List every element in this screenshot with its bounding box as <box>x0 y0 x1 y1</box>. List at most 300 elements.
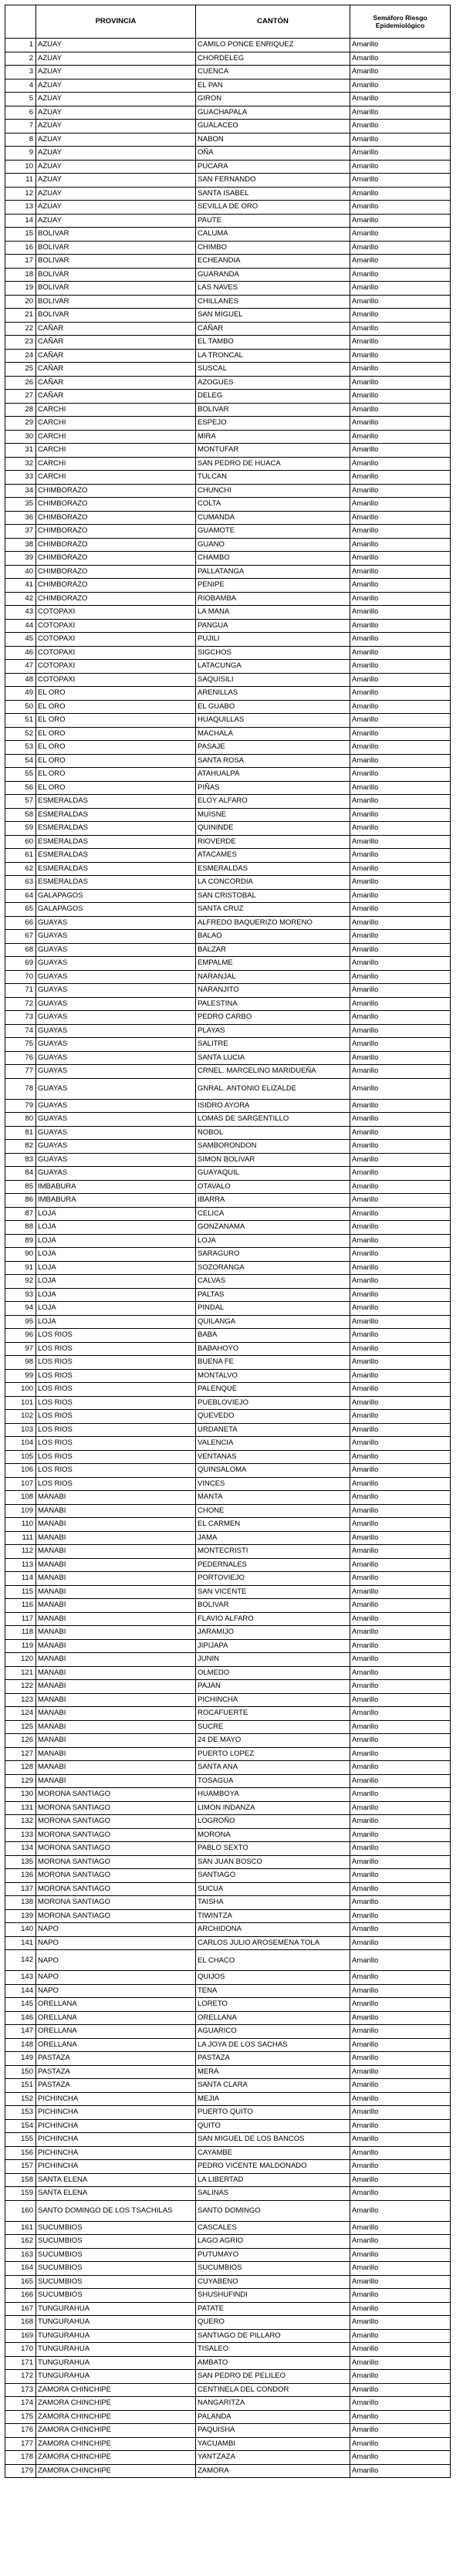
table-row <box>5 835 451 849</box>
row-canton: PLAYAS <box>196 1024 350 1038</box>
row-provincia: GUAYAS <box>36 1113 196 1127</box>
row-canton: TULCAN <box>196 471 350 485</box>
row-canton: ECHEANDIA <box>196 255 350 269</box>
table-row <box>5 1315 451 1329</box>
row-semaforo: Amarillo <box>350 228 451 242</box>
row-semaforo: Amarillo <box>350 1572 451 1586</box>
row-provincia: AZUAY <box>36 147 196 161</box>
row-number: 10 <box>5 160 36 174</box>
row-semaforo: Amarillo <box>350 1666 451 1680</box>
row-semaforo: Amarillo <box>350 1531 451 1545</box>
row-semaforo: Amarillo <box>350 2187 451 2201</box>
row-semaforo: Amarillo <box>350 1653 451 1667</box>
row-provincia: GALAPAGOS <box>36 903 196 917</box>
row-semaforo: Amarillo <box>350 2437 451 2451</box>
row-semaforo: Amarillo <box>350 39 451 52</box>
row-canton: TOSAGUA <box>196 1774 350 1788</box>
row-canton: SUCUMBIOS <box>196 2262 350 2276</box>
row-provincia: MANABI <box>36 1693 196 1707</box>
row-semaforo: Amarillo <box>350 1950 451 1971</box>
row-semaforo: Amarillo <box>350 1971 451 1985</box>
row-semaforo: Amarillo <box>350 1234 451 1248</box>
row-semaforo: Amarillo <box>350 2289 451 2303</box>
row-number: 119 <box>5 1639 36 1653</box>
row-provincia: ORELLANA <box>36 2038 196 2052</box>
row-semaforo: Amarillo <box>350 457 451 471</box>
row-semaforo: Amarillo <box>350 876 451 890</box>
row-provincia: BOLIVAR <box>36 295 196 309</box>
row-canton: PEDRO CARBO <box>196 1011 350 1025</box>
row-provincia: GUAYAS <box>36 957 196 971</box>
row-canton: PUCARA <box>196 160 350 174</box>
row-semaforo: Amarillo <box>350 1518 451 1532</box>
row-provincia: GUAYAS <box>36 1065 196 1079</box>
row-number: 58 <box>5 808 36 822</box>
row-semaforo: Amarillo <box>350 255 451 269</box>
row-semaforo: Amarillo <box>350 1221 451 1235</box>
table-row <box>5 1855 451 1869</box>
table-row <box>5 255 451 269</box>
row-canton: GUALACEO <box>196 120 350 134</box>
row-provincia: TUNGURAHUA <box>36 2302 196 2316</box>
table-row <box>5 889 451 903</box>
row-canton: ORELLANA <box>196 2011 350 2025</box>
row-provincia: GUAYAS <box>36 1153 196 1167</box>
table-row <box>5 754 451 768</box>
row-canton: OLMEDO <box>196 1666 350 1680</box>
row-provincia: CHIMBORAZO <box>36 592 196 606</box>
row-canton: CALVAS <box>196 1275 350 1289</box>
row-number: 160 <box>5 2200 36 2221</box>
table-row <box>5 1828 451 1842</box>
row-canton: NARANJAL <box>196 970 350 984</box>
row-number: 39 <box>5 552 36 566</box>
table-row <box>5 1410 451 1424</box>
table-row <box>5 228 451 242</box>
row-canton: CUENCA <box>196 66 350 79</box>
row-provincia: MORONA SANTIAGO <box>36 1855 196 1869</box>
row-provincia: CAÑAR <box>36 322 196 336</box>
row-semaforo: Amarillo <box>350 741 451 755</box>
row-number: 6 <box>5 106 36 120</box>
row-semaforo: Amarillo <box>350 2025 451 2039</box>
row-semaforo: Amarillo <box>350 619 451 633</box>
row-canton: GUACHAPALA <box>196 106 350 120</box>
row-number: 98 <box>5 1356 36 1370</box>
table-row <box>5 457 451 471</box>
row-semaforo: Amarillo <box>350 1113 451 1127</box>
row-semaforo: Amarillo <box>350 120 451 134</box>
table-row <box>5 808 451 822</box>
table-row <box>5 1788 451 1802</box>
row-provincia: CARCHI <box>36 403 196 417</box>
row-canton: BOLIVAR <box>196 403 350 417</box>
row-number: 1 <box>5 39 36 52</box>
row-provincia: CHIMBORAZO <box>36 552 196 566</box>
row-provincia: AZUAY <box>36 133 196 147</box>
row-number: 153 <box>5 2106 36 2120</box>
row-number: 38 <box>5 538 36 552</box>
row-semaforo: Amarillo <box>350 1693 451 1707</box>
row-semaforo: Amarillo <box>350 1774 451 1788</box>
row-provincia: IMBABURA <box>36 1194 196 1208</box>
table-row <box>5 2235 451 2249</box>
row-number: 145 <box>5 1998 36 2012</box>
row-number: 50 <box>5 700 36 714</box>
table-row <box>5 1207 451 1221</box>
row-number: 150 <box>5 2065 36 2079</box>
row-canton: CALUMA <box>196 228 350 242</box>
row-semaforo: Amarillo <box>350 2065 451 2079</box>
row-number: 15 <box>5 228 36 242</box>
row-canton: ATACAMES <box>196 849 350 863</box>
row-provincia: LOJA <box>36 1207 196 1221</box>
row-semaforo: Amarillo <box>350 52 451 66</box>
row-canton: SANTA CRUZ <box>196 903 350 917</box>
row-number: 135 <box>5 1855 36 1869</box>
row-number: 47 <box>5 660 36 674</box>
row-number: 35 <box>5 498 36 512</box>
header-provincia: PROVINCIA <box>36 5 196 39</box>
row-provincia: EL ORO <box>36 700 196 714</box>
row-canton: ROCAFUERTE <box>196 1707 350 1721</box>
row-semaforo: Amarillo <box>350 1585 451 1599</box>
row-number: 132 <box>5 1815 36 1829</box>
row-number: 5 <box>5 93 36 106</box>
row-semaforo: Amarillo <box>350 808 451 822</box>
row-number: 177 <box>5 2437 36 2451</box>
row-provincia: AZUAY <box>36 214 196 228</box>
row-semaforo: Amarillo <box>350 2052 451 2066</box>
row-provincia: CAÑAR <box>36 376 196 390</box>
row-canton: PUEBLOVIEJO <box>196 1396 350 1410</box>
row-number: 96 <box>5 1329 36 1343</box>
table-row <box>5 282 451 296</box>
row-number: 76 <box>5 1051 36 1065</box>
row-provincia: MORONA SANTIAGO <box>36 1896 196 1910</box>
table-row <box>5 1666 451 1680</box>
row-number: 12 <box>5 187 36 201</box>
row-canton: CASCALES <box>196 2221 350 2235</box>
row-provincia: MANABI <box>36 1747 196 1761</box>
row-number: 65 <box>5 903 36 917</box>
row-semaforo: Amarillo <box>350 1923 451 1937</box>
row-provincia: NAPO <box>36 1936 196 1950</box>
table-row <box>5 660 451 674</box>
row-semaforo: Amarillo <box>350 1734 451 1748</box>
table-row <box>5 714 451 728</box>
row-canton: YACUAMBI <box>196 2437 350 2451</box>
row-number: 17 <box>5 255 36 269</box>
row-provincia: MANABI <box>36 1612 196 1626</box>
row-canton: PASAJE <box>196 741 350 755</box>
table-row <box>5 1234 451 1248</box>
row-provincia: ESMERALDAS <box>36 862 196 876</box>
row-canton: PAUTE <box>196 214 350 228</box>
row-canton: SAN MIGUEL DE LOS BANCOS <box>196 2133 350 2147</box>
row-provincia: GUAYAS <box>36 997 196 1011</box>
table-row <box>5 1126 451 1140</box>
row-number: 147 <box>5 2025 36 2039</box>
table-row <box>5 1531 451 1545</box>
table-row <box>5 336 451 350</box>
table-row <box>5 1491 451 1505</box>
row-provincia: MANABI <box>36 1680 196 1694</box>
row-canton: BALAO <box>196 930 350 944</box>
row-provincia: LOS RIOS <box>36 1396 196 1410</box>
row-provincia: COTOPAXI <box>36 606 196 620</box>
row-canton: BALZAR <box>196 943 350 957</box>
row-provincia: CARCHI <box>36 444 196 458</box>
row-canton: CAÑAR <box>196 322 350 336</box>
row-semaforo: Amarillo <box>350 1869 451 1883</box>
table-row <box>5 579 451 593</box>
row-number: 34 <box>5 484 36 498</box>
table-row <box>5 727 451 741</box>
row-semaforo: Amarillo <box>350 1315 451 1329</box>
row-provincia: COTOPAXI <box>36 660 196 674</box>
row-canton: LA MANA <box>196 606 350 620</box>
row-number: 86 <box>5 1194 36 1208</box>
row-provincia: PASTAZA <box>36 2052 196 2066</box>
row-semaforo: Amarillo <box>350 1078 451 1099</box>
row-canton: CUMANDA <box>196 511 350 525</box>
row-provincia: MANABI <box>36 1720 196 1734</box>
row-provincia: MANABI <box>36 1545 196 1559</box>
row-number: 24 <box>5 349 36 363</box>
row-number: 108 <box>5 1491 36 1505</box>
row-semaforo: Amarillo <box>350 2410 451 2424</box>
row-canton: URDANETA <box>196 1423 350 1437</box>
row-number: 151 <box>5 2079 36 2093</box>
row-canton: PUERTO QUITO <box>196 2106 350 2120</box>
table-row <box>5 619 451 633</box>
row-semaforo: Amarillo <box>350 781 451 795</box>
row-number: 115 <box>5 1585 36 1599</box>
row-provincia: ZAMORA CHINCHIPE <box>36 2464 196 2478</box>
row-canton: CHILLANES <box>196 295 350 309</box>
row-provincia: AZUAY <box>36 120 196 134</box>
table-row <box>5 1545 451 1559</box>
row-number: 93 <box>5 1288 36 1302</box>
row-canton: CAMILO PONCE ENRIQUEZ <box>196 39 350 52</box>
row-provincia: NAPO <box>36 1950 196 1971</box>
row-provincia: COTOPAXI <box>36 646 196 660</box>
row-canton: EL CARMEN <box>196 1518 350 1532</box>
table-row <box>5 309 451 323</box>
row-semaforo: Amarillo <box>350 646 451 660</box>
table-row <box>5 349 451 363</box>
row-canton: JUNIN <box>196 1653 350 1667</box>
row-semaforo: Amarillo <box>350 2424 451 2438</box>
table-row <box>5 916 451 930</box>
row-number: 156 <box>5 2146 36 2160</box>
table-row <box>5 1153 451 1167</box>
row-semaforo: Amarillo <box>350 1720 451 1734</box>
row-canton: PANGUA <box>196 619 350 633</box>
row-number: 23 <box>5 336 36 350</box>
row-canton: SAN MIGUEL <box>196 309 350 323</box>
row-semaforo: Amarillo <box>350 754 451 768</box>
row-number: 3 <box>5 66 36 79</box>
table-row <box>5 2119 451 2133</box>
row-canton: PICHINCHA <box>196 1693 350 1707</box>
row-canton: SANTA ISABEL <box>196 187 350 201</box>
row-number: 124 <box>5 1707 36 1721</box>
row-provincia: IMBABURA <box>36 1180 196 1194</box>
row-provincia: PASTAZA <box>36 2065 196 2079</box>
row-semaforo: Amarillo <box>350 1302 451 1316</box>
row-canton: PATATE <box>196 2302 350 2316</box>
row-provincia: TUNGURAHUA <box>36 2356 196 2370</box>
row-provincia: AZUAY <box>36 66 196 79</box>
row-number: 159 <box>5 2187 36 2201</box>
row-canton: ATAHUALPA <box>196 768 350 782</box>
row-provincia: LOJA <box>36 1302 196 1316</box>
row-canton: PAQUISHA <box>196 2424 350 2438</box>
table-row <box>5 1024 451 1038</box>
row-provincia: TUNGURAHUA <box>36 2316 196 2330</box>
row-semaforo: Amarillo <box>350 1369 451 1383</box>
table-row <box>5 1971 451 1985</box>
row-canton: SANTA ROSA <box>196 754 350 768</box>
row-semaforo: Amarillo <box>350 795 451 809</box>
row-canton: SAMBORONDON <box>196 1140 350 1154</box>
row-canton: OTAVALO <box>196 1180 350 1194</box>
row-provincia: LOS RIOS <box>36 1437 196 1451</box>
row-number: 69 <box>5 957 36 971</box>
row-provincia: MANABI <box>36 1707 196 1721</box>
row-provincia: BOLIVAR <box>36 241 196 255</box>
row-semaforo: Amarillo <box>350 160 451 174</box>
row-provincia: GUAYAS <box>36 1078 196 1099</box>
table-row <box>5 2025 451 2039</box>
row-provincia: COTOPAXI <box>36 619 196 633</box>
table-row <box>5 52 451 66</box>
row-semaforo: Amarillo <box>350 1842 451 1856</box>
row-canton: PASTAZA <box>196 2052 350 2066</box>
table-row <box>5 1626 451 1640</box>
table-row <box>5 1038 451 1052</box>
row-semaforo: Amarillo <box>350 2079 451 2093</box>
row-number: 127 <box>5 1747 36 1761</box>
row-number: 91 <box>5 1261 36 1275</box>
row-semaforo: Amarillo <box>350 79 451 93</box>
table-row <box>5 1329 451 1343</box>
row-semaforo: Amarillo <box>350 606 451 620</box>
row-canton: LA CONCORDIA <box>196 876 350 890</box>
row-canton: SIMON BOLIVAR <box>196 1153 350 1167</box>
table-row <box>5 390 451 404</box>
table-row <box>5 525 451 539</box>
row-number: 41 <box>5 579 36 593</box>
row-canton: SANTA LUCIA <box>196 1051 350 1065</box>
table-row <box>5 592 451 606</box>
table-row <box>5 147 451 161</box>
row-canton: SAN PEDRO DE PELILEO <box>196 2370 350 2384</box>
row-number: 31 <box>5 444 36 458</box>
row-canton: PAJAN <box>196 1680 350 1694</box>
row-provincia: MANABI <box>36 1761 196 1775</box>
table-row <box>5 201 451 215</box>
table-row <box>5 2092 451 2106</box>
table-row <box>5 1720 451 1734</box>
row-provincia: MANABI <box>36 1491 196 1505</box>
row-number: 114 <box>5 1572 36 1586</box>
row-number: 78 <box>5 1078 36 1099</box>
row-number: 16 <box>5 241 36 255</box>
row-number: 8 <box>5 133 36 147</box>
row-semaforo: Amarillo <box>350 1707 451 1721</box>
table-row <box>5 120 451 134</box>
row-number: 118 <box>5 1626 36 1640</box>
row-semaforo: Amarillo <box>350 1011 451 1025</box>
row-canton: TENA <box>196 1984 350 1998</box>
row-number: 113 <box>5 1558 36 1572</box>
table-row <box>5 1680 451 1694</box>
row-number: 57 <box>5 795 36 809</box>
row-provincia: NAPO <box>36 1984 196 1998</box>
row-semaforo: Amarillo <box>350 1153 451 1167</box>
table-row <box>5 484 451 498</box>
row-canton: SANTO DOMINGO <box>196 2200 350 2221</box>
row-canton: GUAYAQUIL <box>196 1167 350 1181</box>
row-canton: COLTA <box>196 498 350 512</box>
row-provincia: ESMERALDAS <box>36 822 196 836</box>
row-semaforo: Amarillo <box>350 1288 451 1302</box>
table-row <box>5 1572 451 1586</box>
table-row <box>5 1761 451 1775</box>
row-semaforo: Amarillo <box>350 1680 451 1694</box>
row-provincia: ORELLANA <box>36 2025 196 2039</box>
row-provincia: TUNGURAHUA <box>36 2370 196 2384</box>
row-number: 102 <box>5 1410 36 1424</box>
row-canton: GNRAL. ANTONIO ELIZALDE <box>196 1078 350 1099</box>
row-canton: CAYAMBE <box>196 2146 350 2160</box>
row-semaforo: Amarillo <box>350 2356 451 2370</box>
row-provincia: MORONA SANTIAGO <box>36 1869 196 1883</box>
row-semaforo: Amarillo <box>350 1761 451 1775</box>
row-canton: OÑA <box>196 147 350 161</box>
row-number: 121 <box>5 1666 36 1680</box>
row-canton: ZAMORA <box>196 2464 350 2478</box>
table-row <box>5 2038 451 2052</box>
row-provincia: EL ORO <box>36 781 196 795</box>
row-canton: ELOY ALFARO <box>196 795 350 809</box>
row-number: 165 <box>5 2275 36 2289</box>
row-number: 52 <box>5 727 36 741</box>
row-semaforo: Amarillo <box>350 282 451 296</box>
table-row <box>5 1518 451 1532</box>
row-provincia: AZUAY <box>36 201 196 215</box>
row-canton: PORTOVIEJO <box>196 1572 350 1586</box>
row-semaforo: Amarillo <box>350 2302 451 2316</box>
row-canton: ISIDRO AYORA <box>196 1099 350 1113</box>
row-semaforo: Amarillo <box>350 2173 451 2187</box>
table-row <box>5 376 451 390</box>
row-number: 157 <box>5 2160 36 2174</box>
row-provincia: GUAYAS <box>36 984 196 998</box>
row-number: 21 <box>5 309 36 323</box>
row-provincia: LOS RIOS <box>36 1342 196 1356</box>
table-row <box>5 1707 451 1721</box>
row-canton: JARAMIJO <box>196 1626 350 1640</box>
row-canton: PUERTO LOPEZ <box>196 1747 350 1761</box>
row-semaforo: Amarillo <box>350 1909 451 1923</box>
row-semaforo: Amarillo <box>350 187 451 201</box>
row-number: 66 <box>5 916 36 930</box>
row-number: 87 <box>5 1207 36 1221</box>
